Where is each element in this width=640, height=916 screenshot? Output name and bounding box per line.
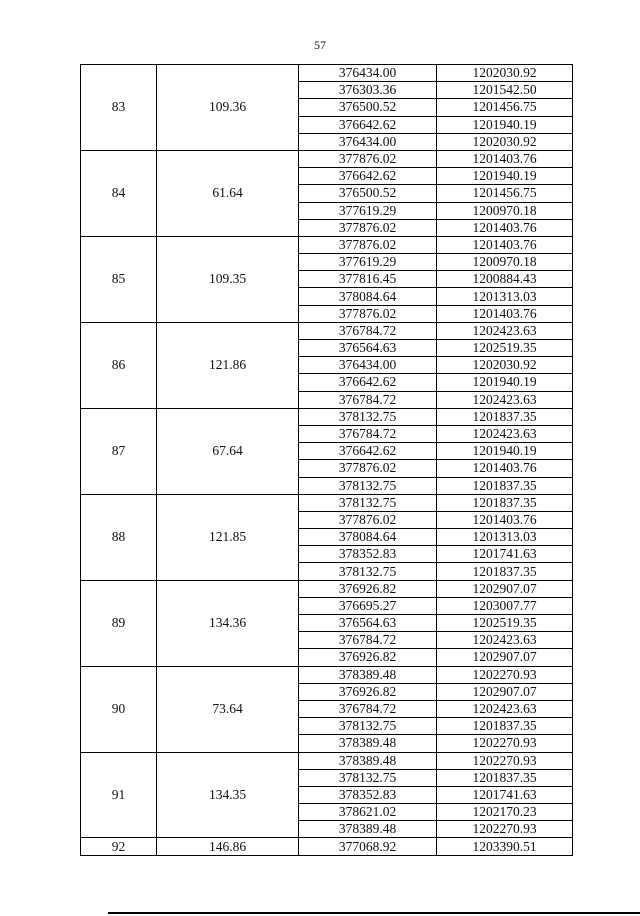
y-coordinate-cell: 1201837.35: [437, 408, 573, 425]
x-coordinate-cell: 377876.02: [299, 511, 437, 528]
y-coordinate-cell: 1201313.03: [437, 529, 573, 546]
y-coordinate-cell: 1200970.18: [437, 202, 573, 219]
y-coordinate-cell: 1201403.76: [437, 511, 573, 528]
plot-number-cell: 84: [81, 150, 157, 236]
y-coordinate-cell: 1201940.19: [437, 443, 573, 460]
x-coordinate-cell: 376642.62: [299, 168, 437, 185]
x-coordinate-cell: 376642.62: [299, 374, 437, 391]
plot-number-cell: 89: [81, 580, 157, 666]
x-coordinate-cell: 378084.64: [299, 529, 437, 546]
x-coordinate-cell: 376926.82: [299, 683, 437, 700]
x-coordinate-cell: 376500.52: [299, 99, 437, 116]
table-row: [81, 494, 573, 511]
y-coordinate-cell: 1201940.19: [437, 116, 573, 133]
x-coordinate-cell: 376303.36: [299, 82, 437, 99]
area-cell: 73.64: [157, 666, 299, 752]
x-coordinate-cell: 377876.02: [299, 150, 437, 167]
x-coordinate-cell: 376564.63: [299, 615, 437, 632]
area-cell: 146.86: [157, 838, 299, 855]
x-coordinate-cell: 376784.72: [299, 391, 437, 408]
plot-number-cell: 92: [81, 838, 157, 855]
coordinate-table: [80, 64, 573, 856]
x-coordinate-cell: 377619.29: [299, 254, 437, 271]
y-coordinate-cell: 1202270.93: [437, 821, 573, 838]
plot-number-cell: 85: [81, 236, 157, 322]
y-coordinate-cell: 1201403.76: [437, 150, 573, 167]
plot-number-cell: 90: [81, 666, 157, 752]
x-coordinate-cell: 377619.29: [299, 202, 437, 219]
x-coordinate-cell: 378389.48: [299, 821, 437, 838]
x-coordinate-cell: 378132.75: [299, 718, 437, 735]
page-number: 57: [314, 38, 326, 52]
table-row: [81, 752, 573, 769]
x-coordinate-cell: 377876.02: [299, 305, 437, 322]
area-cell: 121.86: [157, 322, 299, 408]
y-coordinate-cell: 1202170.23: [437, 804, 573, 821]
x-coordinate-cell: 378132.75: [299, 408, 437, 425]
table-row: [81, 236, 573, 253]
x-coordinate-cell: 378389.48: [299, 666, 437, 683]
area-cell: 134.36: [157, 580, 299, 666]
y-coordinate-cell: 1202907.07: [437, 649, 573, 666]
area-cell: 61.64: [157, 150, 299, 236]
x-coordinate-cell: 376434.00: [299, 357, 437, 374]
y-coordinate-cell: 1202907.07: [437, 683, 573, 700]
plot-number-cell: 87: [81, 408, 157, 494]
table-row: [81, 150, 573, 167]
y-coordinate-cell: 1201837.35: [437, 769, 573, 786]
plot-number-cell: 86: [81, 322, 157, 408]
x-coordinate-cell: 376784.72: [299, 322, 437, 339]
area-cell: 121.85: [157, 494, 299, 580]
y-coordinate-cell: 1203007.77: [437, 597, 573, 614]
y-coordinate-cell: 1201403.76: [437, 460, 573, 477]
table-row: [81, 580, 573, 597]
y-coordinate-cell: 1200884.43: [437, 271, 573, 288]
x-coordinate-cell: 376434.00: [299, 65, 437, 82]
y-coordinate-cell: 1202270.93: [437, 735, 573, 752]
x-coordinate-cell: 377876.02: [299, 236, 437, 253]
plot-number-cell: 88: [81, 494, 157, 580]
y-coordinate-cell: 1201940.19: [437, 374, 573, 391]
y-coordinate-cell: 1203390.51: [437, 838, 573, 855]
x-coordinate-cell: 378352.83: [299, 546, 437, 563]
x-coordinate-cell: 376500.52: [299, 185, 437, 202]
y-coordinate-cell: 1201456.75: [437, 99, 573, 116]
y-coordinate-cell: 1201542.50: [437, 82, 573, 99]
table-row: [81, 322, 573, 339]
x-coordinate-cell: 376695.27: [299, 597, 437, 614]
area-cell: 134.35: [157, 752, 299, 838]
x-coordinate-cell: 378389.48: [299, 752, 437, 769]
y-coordinate-cell: 1202030.92: [437, 133, 573, 150]
y-coordinate-cell: 1201940.19: [437, 168, 573, 185]
x-coordinate-cell: 378621.02: [299, 804, 437, 821]
x-coordinate-cell: 378132.75: [299, 563, 437, 580]
table-row: [81, 408, 573, 425]
plot-number-cell: 83: [81, 65, 157, 151]
plot-number-cell: 91: [81, 752, 157, 838]
y-coordinate-cell: 1201837.35: [437, 718, 573, 735]
table-row: [81, 838, 573, 855]
y-coordinate-cell: 1201837.35: [437, 563, 573, 580]
y-coordinate-cell: 1202270.93: [437, 752, 573, 769]
area-cell: 109.35: [157, 236, 299, 322]
x-coordinate-cell: 377876.02: [299, 460, 437, 477]
x-coordinate-cell: 376642.62: [299, 443, 437, 460]
bottom-rule: [108, 912, 640, 914]
x-coordinate-cell: 376784.72: [299, 425, 437, 442]
x-coordinate-cell: 378132.75: [299, 769, 437, 786]
x-coordinate-cell: 376784.72: [299, 632, 437, 649]
y-coordinate-cell: 1202423.63: [437, 700, 573, 717]
y-coordinate-cell: 1201837.35: [437, 477, 573, 494]
x-coordinate-cell: 378389.48: [299, 735, 437, 752]
y-coordinate-cell: 1200970.18: [437, 254, 573, 271]
y-coordinate-cell: 1202907.07: [437, 580, 573, 597]
y-coordinate-cell: 1202030.92: [437, 357, 573, 374]
x-coordinate-cell: 376642.62: [299, 116, 437, 133]
x-coordinate-cell: 377816.45: [299, 271, 437, 288]
y-coordinate-cell: 1202423.63: [437, 391, 573, 408]
x-coordinate-cell: 376784.72: [299, 700, 437, 717]
y-coordinate-cell: 1201456.75: [437, 185, 573, 202]
y-coordinate-cell: 1202423.63: [437, 632, 573, 649]
y-coordinate-cell: 1202519.35: [437, 615, 573, 632]
x-coordinate-cell: 377068.92: [299, 838, 437, 855]
area-cell: 67.64: [157, 408, 299, 494]
x-coordinate-cell: 376434.00: [299, 133, 437, 150]
x-coordinate-cell: 378352.83: [299, 786, 437, 803]
x-coordinate-cell: 376564.63: [299, 340, 437, 357]
y-coordinate-cell: 1201741.63: [437, 546, 573, 563]
x-coordinate-cell: 376926.82: [299, 649, 437, 666]
y-coordinate-cell: 1202423.63: [437, 425, 573, 442]
table-row: [81, 666, 573, 683]
table-row: [81, 65, 573, 82]
coordinate-table-body: [81, 65, 573, 856]
area-cell: 109.36: [157, 65, 299, 151]
x-coordinate-cell: 378132.75: [299, 494, 437, 511]
y-coordinate-cell: 1202519.35: [437, 340, 573, 357]
y-coordinate-cell: 1201403.76: [437, 305, 573, 322]
y-coordinate-cell: 1201313.03: [437, 288, 573, 305]
y-coordinate-cell: 1202270.93: [437, 666, 573, 683]
x-coordinate-cell: 377876.02: [299, 219, 437, 236]
x-coordinate-cell: 378132.75: [299, 477, 437, 494]
y-coordinate-cell: 1202423.63: [437, 322, 573, 339]
y-coordinate-cell: 1201741.63: [437, 786, 573, 803]
x-coordinate-cell: 376926.82: [299, 580, 437, 597]
y-coordinate-cell: 1201837.35: [437, 494, 573, 511]
x-coordinate-cell: 378084.64: [299, 288, 437, 305]
y-coordinate-cell: 1201403.76: [437, 219, 573, 236]
y-coordinate-cell: 1202030.92: [437, 65, 573, 82]
y-coordinate-cell: 1201403.76: [437, 236, 573, 253]
